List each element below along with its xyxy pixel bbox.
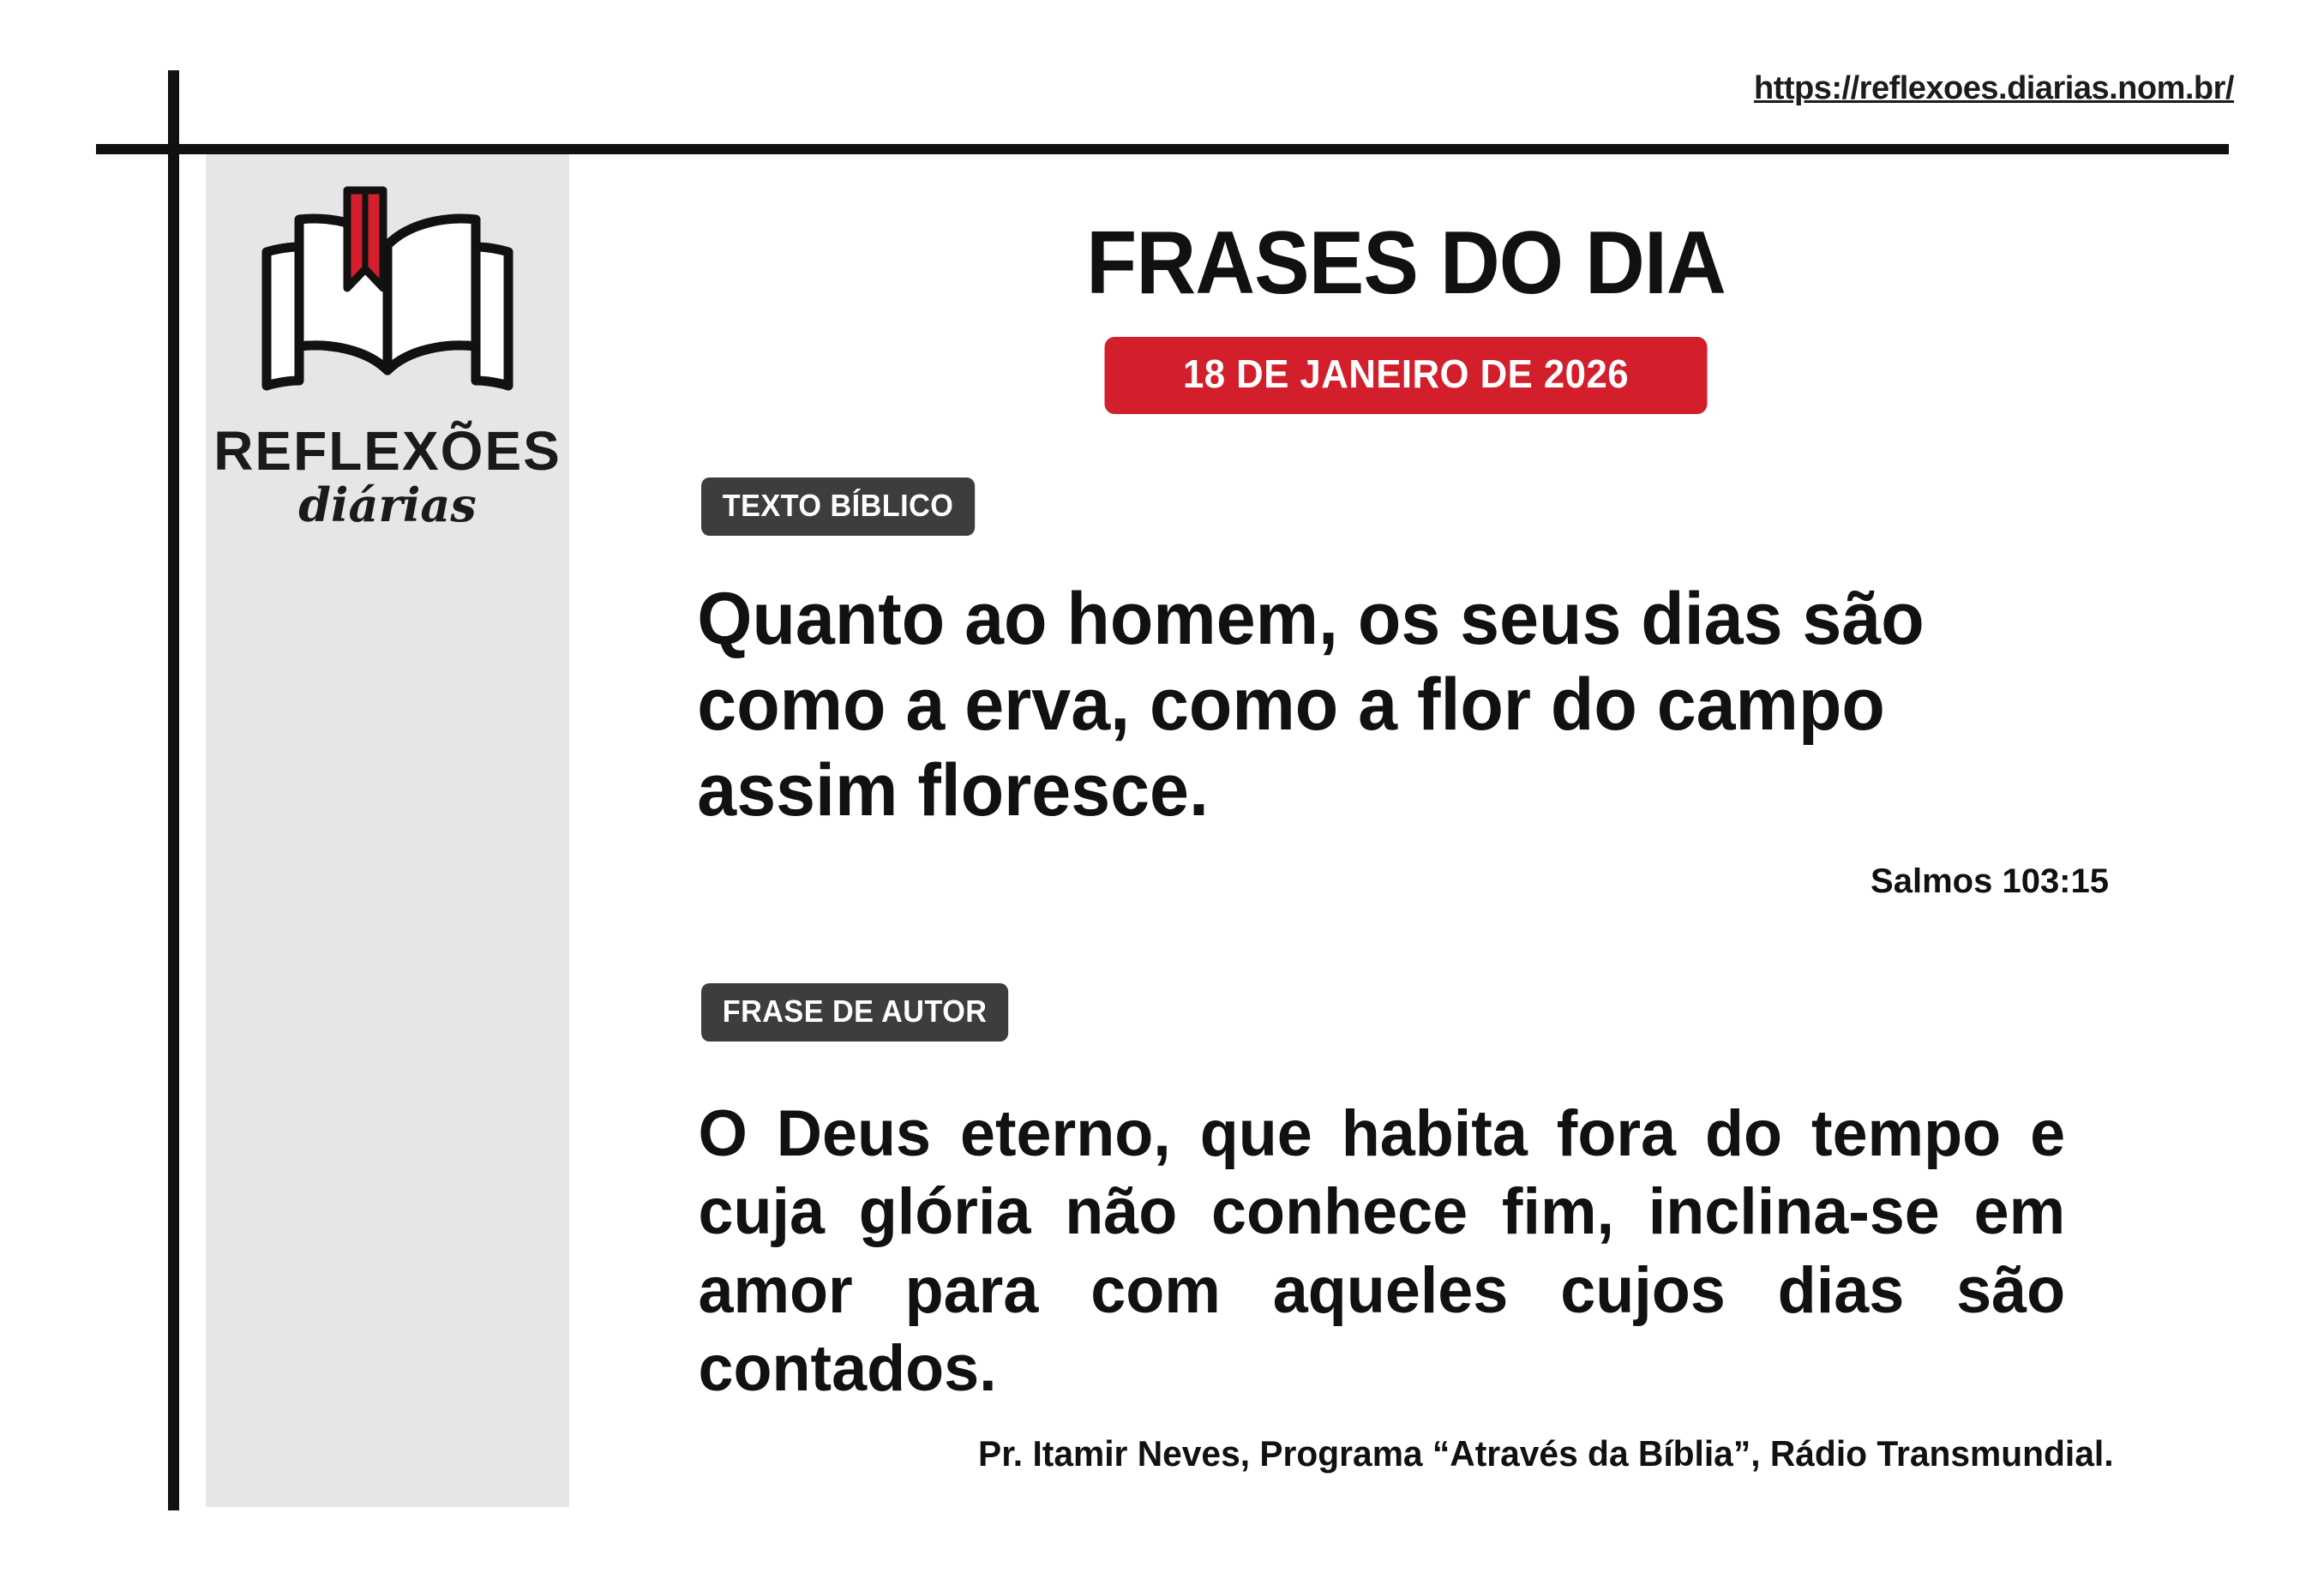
site-url-link[interactable]: https://reflexoes.diarias.nom.br/ xyxy=(1754,70,2234,106)
scripture-tag: TEXTO BÍBLICO xyxy=(701,477,975,536)
brand-name: REFLEXÕES xyxy=(213,420,561,482)
left-divider xyxy=(168,70,179,1510)
main-content xyxy=(600,171,2212,1474)
page-title: FRASES DO DIA xyxy=(1086,213,1726,313)
brand-subtitle: diárias xyxy=(298,477,477,532)
scripture-tag-row xyxy=(701,477,2212,536)
author-attribution: Pr. Itamir Neves, Programa “Através da Bíblia”, Rádio Transmundial. xyxy=(978,1433,2114,1474)
open-book-icon xyxy=(246,178,529,410)
author-quote-text: O Deus eterno, que habita fora do tempo e cuja glória não conhece fim, inclina-se em amor para com aqueles cujos dias são contados. xyxy=(698,1097,2066,1405)
scripture-text: Quanto ao homem, os seus dias são como a erva, como a flor do campo assim floresce. xyxy=(697,578,1925,832)
author-tag-row xyxy=(701,983,2212,1042)
date-badge: 18 DE JANEIRO DE 2026 xyxy=(1105,337,1708,414)
author-quote-tag: FRASE DE AUTOR xyxy=(701,983,1008,1042)
brand-logo xyxy=(206,163,569,609)
scripture-reference: Salmos 103:15 xyxy=(1871,862,2109,901)
top-divider xyxy=(96,144,2229,154)
